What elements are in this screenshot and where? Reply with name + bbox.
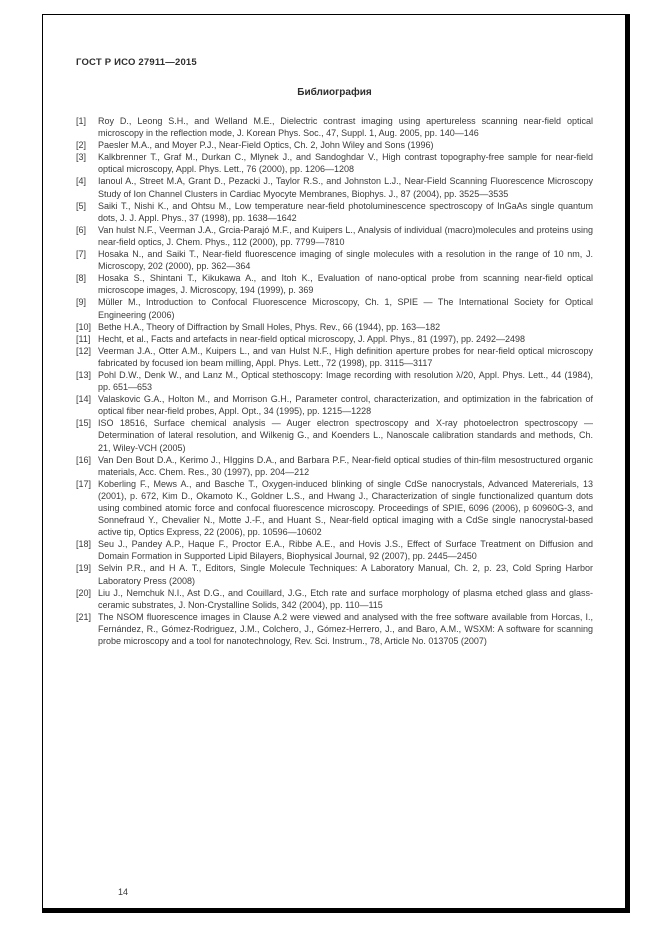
reference-number: [10] xyxy=(76,321,92,332)
reference-text: The NSOM fluorescence images in Clause A.2 were viewed and analysed with the free software available from Horcas, I., Fernández, R., Gómez-Rodriguez, J.M., Colchero, J., Gómez-Herrero, J., and Baro, A.M., WSXM: A software for scanning probe microscopy and a tool for nanotechnology, Rev. Sci. Instrum., 78, Article No. 013705 (2007) xyxy=(98,611,593,647)
reference-number: [7] xyxy=(76,249,87,260)
reference-text: Van Den Bout D.A., Kerimo J., HIggins D.A., and Barbara P.F., Near-field optical studies of thin-film mesostructured organic materials, Acc. Chem. Res., 30 (1997), pp. 204—212 xyxy=(98,454,593,477)
reference-number: [15] xyxy=(76,418,92,429)
reference-text: Müller M., Introduction to Confocal Fluorescence Microscopy, Ch. 1, SPIE — The International Society for Optical Engineering (2006) xyxy=(98,297,593,320)
reference-number: [14] xyxy=(76,394,92,405)
reference-item xyxy=(76,224,593,248)
reference-text: Roy D., Leong S.H., and Welland M.E., Dielectric contrast imaging using apertureless scanning near-field optical microscopy in the reflection mode, J. Korean Phys. Soc., 47, Suppl. 1, Aug. 2005, pp. 140—146 xyxy=(98,116,593,139)
reference-text: Ianoul A., Street M.A, Grant D., Pezacki J., Taylor R.S., and Johnston L.J., Near-Field Scanning Fluorescence Microscopy Study of Ion Channel Clusters in Cardiac Myocyte Membranes, Biophys. J., 87 (2004), pp. 3525—3535 xyxy=(98,176,593,199)
reference-number: [9] xyxy=(76,297,87,308)
reference-text: Valaskovic G.A., Holton M., and Morrison G.H., Parameter control, characterization, and optimization in the fabrication of optical fiber near-field probes, Appl. Opt., 34 (1995), pp. 1215—1228 xyxy=(98,394,593,417)
reference-item xyxy=(76,454,593,478)
reference-number: [21] xyxy=(76,611,92,622)
reference-text: Hosaka N., and Saiki T., Near-field fluorescence imaging of single molecules with a resolution in the range of 10 nm, J. Microscopy, 202 (2000), pp. 362—364 xyxy=(98,249,593,272)
reference-item xyxy=(76,175,593,199)
reference-item xyxy=(76,333,593,345)
reference-item xyxy=(76,248,593,272)
reference-item xyxy=(76,151,593,175)
reference-item xyxy=(76,345,593,369)
reference-number: [6] xyxy=(76,224,87,235)
reference-item xyxy=(76,562,593,586)
reference-item xyxy=(76,393,593,417)
reference-number: [13] xyxy=(76,369,92,380)
reference-number: [3] xyxy=(76,152,87,163)
reference-item xyxy=(76,139,593,151)
reference-text: Hecht, et al., Facts and artefacts in near-field optical microscopy, J. Appl. Phys., 81 (1997), pp. 2492—2498 xyxy=(98,333,526,344)
document-header: ГОСТ Р ИСО 27911—2015 xyxy=(76,57,197,68)
page-number: 14 xyxy=(118,887,129,897)
reference-number: [18] xyxy=(76,539,92,550)
reference-number: [12] xyxy=(76,345,92,356)
reference-number: [20] xyxy=(76,587,92,598)
reference-item xyxy=(76,538,593,562)
reference-item xyxy=(76,611,593,647)
reference-number: [17] xyxy=(76,478,92,489)
reference-number: [1] xyxy=(76,116,87,126)
reference-text: Seu J., Pandey A.P., Haque F., Proctor E.A., Ribbe A.E., and Hovis J.S., Effect of Surface Treatment on Diffusion and Domain Formation in Supported Lipid Bilayers, Biophysical Journal, 92 (2007), pp. 2445—2450 xyxy=(98,539,593,562)
reference-text: Kalkbrenner T., Graf M., Durkan C., Mlynek J., and Sandoghdar V., High contrast topography-free sample for near-field optical microscopy, Appl. Phys. Lett., 76 (2000), pp. 1206—1208 xyxy=(98,152,593,175)
reference-text: Pohl D.W., Denk W., and Lanz M., Optical stethoscopy: Image recording with resolution λ/20, Appl. Phys. Lett., 44 (1984), pp. 651—653 xyxy=(98,369,593,393)
reference-text: Veerman J.A., Otter A.M., Kuipers L., and van Hulst N.F., High definition aperture probes for near-field optical microscopy fabricated by focused ion beam milling, Appl. Phys. Lett., 72 (1998), pp. 3115—3117 xyxy=(98,345,593,368)
reference-text: Paesler M.A., and Moyer P.J., Near-Field Optics, Ch. 2, John Wiley and Sons (1996) xyxy=(98,140,434,151)
reference-number: [5] xyxy=(76,200,87,211)
reference-item xyxy=(76,272,593,296)
reference-text: ISO 18516, Surface chemical analysis — Auger electron spectroscopy and X-ray photoelectron spectroscopy — Determination of lateral resolution, and Wilkenig G., and Koenders L., Nanoscale calibration standards and methods, Ch. 21, Wiley-VCH (2005) xyxy=(98,418,593,453)
reference-item xyxy=(76,321,593,333)
reference-number: [4] xyxy=(76,176,87,187)
page-frame xyxy=(42,14,630,913)
reference-text: Bethe H.A., Theory of Diffraction by Small Holes, Phys. Rev., 66 (1944), pp. 163—182 xyxy=(98,321,441,332)
reference-number: [16] xyxy=(76,454,92,465)
bibliography-title: Библиография xyxy=(297,87,372,98)
reference-text: Hosaka S., Shintani T., Kikukawa A., and Itoh K., Evaluation of nano-optical probe from scanning near-field optical microscope images, J. Microscopy, 194 (1999), p. 369 xyxy=(98,273,593,296)
reference-item xyxy=(76,296,593,320)
reference-text: Liu J., Nemchuk N.I., Ast D.G., and Couillard, J.G., Etch rate and surface morphology of plasma etched glass and glass-ceramic substrates, J. Non-Crystalline Solids, 342 (2004), pp. 110—115 xyxy=(98,587,593,610)
reference-text: Van hulst N.F., Veerman J.A., Grcia-Parajó M.F., and Kuipers L., Analysis of individual (macro)molecules and proteins using near-field optics, J. Chem. Phys., 112 (2000), pp. 7799—7810 xyxy=(98,224,593,247)
reference-item xyxy=(76,478,593,538)
reference-number: [2] xyxy=(76,140,87,151)
references-list xyxy=(76,115,593,647)
reference-text: Saiki T., Nishi K., and Ohtsu M., Low temperature near-field photoluminescence spectroscopy of InGaAs single quantum dots, J. J. Appl. Phys., 37 (1998), pp. 1638—1642 xyxy=(98,200,593,223)
reference-number: [11] xyxy=(76,333,91,344)
reference-number: [8] xyxy=(76,273,87,284)
reference-number: [19] xyxy=(76,563,92,574)
reference-item xyxy=(76,200,593,224)
reference-text: Selvin P.R., and H A. T., Editors, Single Molecule Techniques: A Laboratory Manual, Ch. 2, p. 23, Cold Spring Harbor Laboratory Press (2008) xyxy=(98,563,593,586)
reference-item xyxy=(76,417,593,453)
reference-text: Koberling F., Mews A., and Basche T., Oxygen-induced blinking of single CdSe nanocrystals, Advanced Matererials, 13 (2001), p. 672, Kim D., Okamoto K., Goldner L.S., and Hwang J., Characterization of single functionalized quantum dots using combined atomic force and confocal fluorescence microscopy. Proceedings of SPIE, 6096 (2006), p 60960G-3, and Sonnefraud Y., Chevalier N., Motte J.-F., and Huant S., Near-field optical imaging with a CdSe single nanocrystal-based active tip, Optics Express, 22 (2006), pp. 10596—10602 xyxy=(98,478,593,538)
reference-item xyxy=(76,587,593,611)
reference-item xyxy=(76,115,593,139)
reference-item xyxy=(76,369,593,393)
page-content xyxy=(76,57,593,647)
